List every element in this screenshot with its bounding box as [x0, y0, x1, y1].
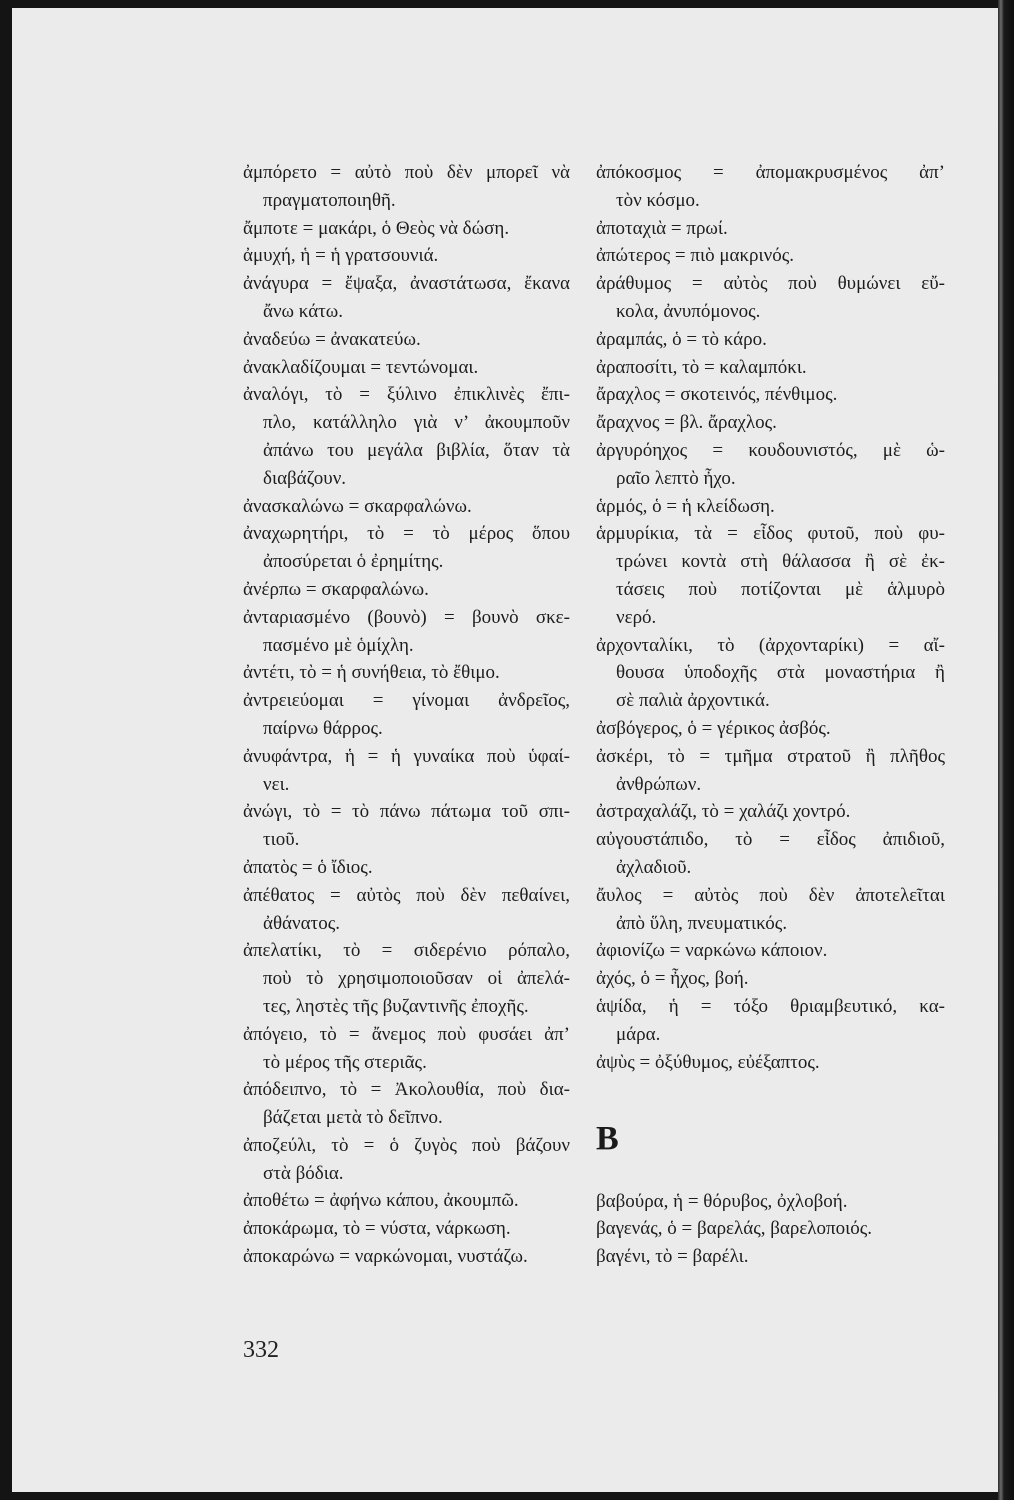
scan-edge	[998, 0, 1014, 1500]
entry-line: ἀπὸ ὕλη, πνευματικός.	[616, 912, 788, 934]
entry-line: ἄυλος = αὐτὸς ποὺ δὲν ἀποτελεῖται	[596, 884, 945, 906]
glossary-entry	[243, 854, 570, 882]
glossary-entry	[243, 381, 570, 492]
entry-line: ἀνταριασμένο (βουνὸ) = βουνὸ σκε-	[243, 606, 570, 628]
glossary-entry	[596, 1243, 945, 1271]
section-heading-beta: Β	[596, 1120, 619, 1157]
glossary-entry	[596, 715, 945, 743]
entry-line: ἀνώγι, τὸ = τὸ πάνω πάτωμα τοῦ σπι-	[243, 801, 570, 823]
entry-line: ἀνάγυρα = ἔψαξα, ἀναστάτωσα, ἔκανα	[243, 273, 570, 295]
entry-line: ἀμυχή, ἡ = ἡ γρατσουνιά.	[243, 245, 439, 267]
entry-line: ἀναδεύω = ἀνακατεύω.	[243, 328, 421, 350]
right-column	[596, 159, 945, 1076]
entry-line: ἀνθρώπων.	[616, 773, 702, 795]
glossary-entry	[243, 1243, 570, 1271]
entry-line: ἀποκάρωμα, τὸ = νύστα, νάρκωση.	[243, 1218, 511, 1240]
entry-line: πραγματοποιηθῆ.	[263, 189, 396, 211]
entry-line: ἀπόδειπνο, τὸ = Ἀκολουθία, ποὺ δια-	[243, 1079, 570, 1101]
entry-line: ἀφιονίζω = ναρκώνω κάποιον.	[596, 940, 828, 962]
entry-line: ἁρμός, ὁ = ἡ κλείδωση.	[596, 495, 775, 517]
entry-line: ἀψὺς = ὀξύθυμος, εὐέξαπτος.	[596, 1051, 820, 1073]
glossary-entry	[596, 1049, 945, 1077]
glossary-entry	[596, 381, 945, 409]
entry-line: ἀρχονταλίκι, τὸ (ἀρχονταρίκι) = αἴ-	[596, 634, 945, 656]
glossary-entry	[596, 270, 945, 326]
entry-line: τὸν κόσμο.	[616, 189, 700, 211]
glossary-entry	[243, 493, 570, 521]
glossary-entry	[596, 1188, 945, 1216]
entry-line: ἁρμυρίκια, τὰ = εἶδος φυτοῦ, ποὺ φυ-	[596, 523, 945, 545]
entry-line: ἀναχωρητήρι, τὸ = τὸ μέρος ὅπου	[243, 523, 570, 545]
glossary-entry	[243, 1132, 570, 1188]
entry-line: ποὺ τὸ χρησιμοποιοῦσαν οἱ ἀπελά-	[263, 968, 570, 990]
entry-line: ἀπόκοσμος = ἀπομακρυσμένος ἀπ’	[596, 162, 945, 183]
glossary-entry	[243, 242, 570, 270]
glossary-entry	[596, 743, 945, 799]
page-number: 332	[243, 1337, 279, 1363]
entry-line: ἄνω κάτω.	[263, 300, 344, 322]
entry-line: παίρνω θάρρος.	[263, 717, 383, 739]
entry-line: ἀστραχαλάζι, τὸ = χαλάζι χοντρό.	[596, 801, 851, 823]
glossary-entry	[243, 1215, 570, 1243]
glossary-entry	[243, 520, 570, 576]
entry-line: τὸ μέρος τῆς στεριᾶς.	[263, 1051, 427, 1073]
entry-line: ἀνασκαλώνω = σκαρφαλώνω.	[243, 495, 472, 517]
entry-line: σὲ παλιὰ ἀρχοντικά.	[616, 690, 770, 712]
glossary-entry	[243, 215, 570, 243]
glossary-entry	[596, 215, 945, 243]
entry-line: ἀσβόγερος, ὁ = γέρικος ἀσβός.	[596, 717, 831, 739]
entry-line: ἀπατὸς = ὁ ἴδιος.	[243, 856, 373, 878]
entry-line: ἀραμπάς, ὁ = τὸ κάρο.	[596, 328, 767, 350]
entry-line: ἀσκέρι, τὸ = τμῆμα στρατοῦ ἢ πλῆθος	[596, 745, 945, 767]
entry-line: ραῖο λεπτὸ ἦχο.	[616, 467, 736, 489]
glossary-entry	[243, 798, 570, 854]
entry-line: βαβούρα, ἡ = θόρυβος, ὀχλοβοή.	[596, 1190, 848, 1212]
entry-line: μάρα.	[616, 1023, 661, 1045]
entry-line: τιοῦ.	[263, 829, 300, 851]
glossary-entry	[596, 326, 945, 354]
entry-line: ἀποκαρώνω = ναρκώνομαι, νυστάζω.	[243, 1246, 528, 1268]
entry-line: ἀντρειεύομαι = γίνομαι ἀνδρεῖος,	[243, 690, 570, 712]
glossary-entry	[596, 993, 945, 1049]
glossary-entry	[596, 242, 945, 270]
entry-line: βαγένι, τὸ = βαρέλι.	[596, 1246, 749, 1268]
entry-line: τες, ληστὲς τῆς βυζαντινῆς ἐποχῆς.	[263, 995, 529, 1017]
entry-line: ἀπέθατος = αὐτὸς ποὺ δὲν πεθαίνει,	[243, 884, 570, 906]
entry-line: ἀπελατίκι, τὸ = σιδερένιο ρόπαλο,	[243, 940, 570, 962]
entry-line: ἁψίδα, ἡ = τόξο θριαμβευτικό, κα-	[596, 995, 945, 1017]
entry-line: αὐγουστάπιδο, τὸ = εἶδος ἀπιδιοῦ,	[596, 829, 945, 851]
entry-line: ἀνέρπω = σκαρφαλώνω.	[243, 578, 429, 600]
entry-line: νερό.	[616, 606, 657, 628]
entry-line: ἀνυφάντρα, ἡ = ἡ γυναίκα ποὺ ὑφαί-	[243, 745, 570, 767]
glossary-entry	[243, 743, 570, 799]
entry-line: κολα, ἀνυπόμονος.	[616, 300, 761, 322]
entry-line: ἀμπόρετο = αὐτὸ ποὺ δὲν μπορεῖ νὰ	[243, 162, 570, 183]
glossary-entry	[243, 659, 570, 687]
entry-line: πλο, κατάλληλο γιὰ ν’ ἀκουμποῦν	[263, 412, 570, 434]
entry-line: ἀναλόγι, τὸ = ξύλινο ἐπικλινὲς ἔπι-	[243, 384, 570, 406]
glossary-entry	[243, 354, 570, 382]
glossary-entry	[243, 687, 570, 743]
glossary-entry	[243, 576, 570, 604]
left-column	[243, 159, 570, 1271]
entry-line: ἀποσύρεται ὁ ἐρημίτης.	[263, 551, 444, 573]
glossary-entry	[243, 1187, 570, 1215]
entry-line: ἀπάνω του μεγάλα βιβλία, ὅταν τὰ	[263, 439, 570, 461]
glossary-entry	[596, 826, 945, 882]
glossary-entry	[243, 1076, 570, 1132]
entry-line: ἀποθέτω = ἀφήνω κάπου, ἀκουμπῶ.	[243, 1190, 519, 1212]
glossary-entry	[243, 326, 570, 354]
glossary-entry	[596, 632, 945, 715]
entry-line: ἀράθυμος = αὐτὸς ποὺ θυμώνει εὔ-	[596, 273, 945, 295]
glossary-entry	[596, 354, 945, 382]
entry-line: στὰ βόδια.	[263, 1162, 344, 1184]
glossary-entry	[243, 270, 570, 326]
entry-line: ἀπόγειο, τὸ = ἄνεμος ποὺ φυσάει ἀπ’	[243, 1023, 570, 1045]
beta-entries	[596, 1188, 945, 1271]
glossary-entry	[243, 1021, 570, 1077]
entry-line: ἀχός, ὁ = ἦχος, βοή.	[596, 968, 749, 990]
entry-line: τάσεις ποὺ ποτίζονται μὲ ἁλμυρὸ	[616, 578, 945, 600]
glossary-entry	[596, 159, 945, 215]
entry-line: ἀραποσίτι, τὸ = καλαμπόκι.	[596, 356, 807, 378]
entry-line: βάζεται μετὰ τὸ δεῖπνο.	[263, 1107, 443, 1129]
glossary-entry	[596, 493, 945, 521]
glossary-entry	[596, 409, 945, 437]
entry-line: ἀποζεύλι, τὸ = ὁ ζυγὸς ποὺ βάζουν	[243, 1134, 570, 1156]
glossary-entry	[243, 937, 570, 1020]
entry-line: νει.	[263, 773, 290, 795]
entry-line: ἀντέτι, τὸ = ἡ συνήθεια, τὸ ἔθιμο.	[243, 662, 500, 684]
glossary-entry	[596, 437, 945, 493]
glossary-entry	[596, 965, 945, 993]
glossary-entry	[596, 882, 945, 938]
entry-line: ἀργυρόηχος = κουδουνιστός, μὲ ὡ-	[596, 439, 945, 461]
glossary-entry	[596, 1215, 945, 1243]
entry-line: τρώνει κοντὰ στὴ θάλασσα ἢ σὲ ἐκ-	[616, 551, 945, 573]
entry-line: ἀθάνατος.	[263, 912, 340, 934]
entry-line: ἀπώτερος = πιὸ μακρινός.	[596, 245, 795, 267]
entry-line: ἀχλαδιοῦ.	[616, 856, 692, 878]
glossary-entry	[243, 159, 570, 215]
entry-line: ἀνακλαδίζουμαι = τεντώνομαι.	[243, 356, 479, 378]
entry-line: βαγενάς, ὁ = βαρελάς, βαρελοποιός.	[596, 1218, 873, 1240]
entry-line: πασμένο μὲ ὁμίχλη.	[263, 634, 414, 656]
entry-line: θουσα ὑποδοχῆς στὰ μοναστήρια ἢ	[616, 662, 945, 684]
glossary-entry	[243, 604, 570, 660]
entry-line: ἀποταχιὰ = πρωί.	[596, 217, 728, 239]
entry-line: ἄραχνος = βλ. ἄραχλος.	[596, 412, 777, 434]
entry-line: διαβάζουν.	[263, 467, 347, 489]
entry-line: ἄραχλος = σκοτεινός, πένθιμος.	[596, 384, 838, 406]
entry-line: ἄμποτε = μακάρι, ὁ Θεὸς νὰ δώση.	[243, 217, 510, 239]
glossary-entry	[596, 798, 945, 826]
glossary-entry	[596, 937, 945, 965]
glossary-entry	[596, 520, 945, 631]
glossary-entry	[243, 882, 570, 938]
